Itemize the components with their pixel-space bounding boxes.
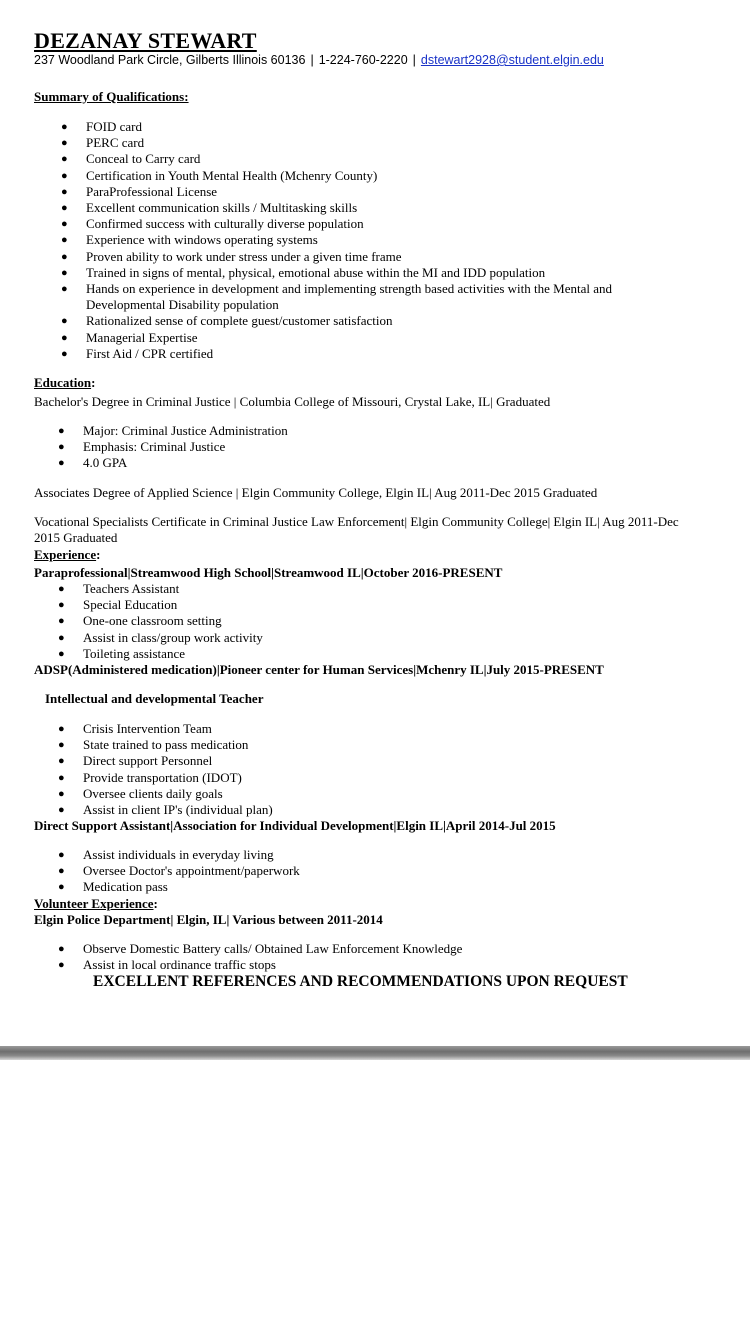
job-duties-list [58, 581, 263, 662]
contact-phone: 1-224-760-2220 [318, 53, 408, 67]
list-item-text: Assist in local ordinance traffic stops [83, 957, 276, 973]
experience-heading: Experience: [34, 547, 101, 562]
education-associates: Associates Degree of Applied Science | Elgin Community College, Elgin IL| Aug 2011-Dec 2015 Graduated [34, 485, 598, 500]
summary-list [61, 119, 646, 362]
list-item-text: Medication pass [83, 879, 168, 895]
list-item [61, 248, 646, 265]
summary-heading: Summary of Qualifications: [34, 89, 189, 104]
bullet-icon: ● [58, 631, 65, 644]
bullet-icon: ● [61, 137, 68, 150]
list-item-text: Toileting assistance [83, 645, 185, 661]
list-item-text: Excellent communication skills / Multitasking skills [86, 200, 358, 216]
references-note: EXCELLENT REFERENCES AND RECOMMENDATIONS UPON REQUEST [93, 973, 628, 990]
list-item [61, 200, 646, 216]
list-item [58, 879, 300, 895]
list-item [58, 721, 273, 737]
list-item [61, 264, 646, 281]
list-item-text: State trained to pass medication [83, 737, 249, 753]
list-item-text: 4.0 GPA [83, 455, 128, 471]
job-subtitle: Intellectual and developmental Teacher [45, 691, 264, 706]
list-item [61, 281, 646, 313]
list-item [61, 232, 646, 248]
list-item-text: Assist in class/group work activity [83, 629, 263, 645]
list-item [58, 753, 273, 769]
list-item [61, 216, 646, 232]
list-item [61, 119, 646, 135]
bullet-icon: ● [61, 315, 68, 328]
list-item-text: Observe Domestic Battery calls/ Obtained Law Enforcement Knowledge [83, 941, 463, 956]
bullet-icon: ● [61, 347, 68, 360]
volunteer-org: Elgin Police Department| Elgin, IL| Various between 2011-2014 [34, 912, 383, 927]
bullet-icon: ● [58, 615, 65, 628]
bullet-icon: ● [58, 755, 65, 768]
bullet-icon: ● [61, 266, 68, 279]
bullet-icon: ● [58, 787, 65, 800]
list-item [61, 183, 646, 200]
bullet-icon: ● [58, 583, 65, 595]
list-item-text: Major: Criminal Justice Administration [83, 423, 288, 438]
job-title: Direct Support Assistant|Association for Individual Development|Elgin IL|April 2014-Jul 2015 [34, 818, 556, 833]
list-item [58, 785, 273, 802]
resume-name: DEZANAY STEWART [34, 28, 257, 53]
list-item [61, 345, 646, 362]
list-item [58, 957, 462, 973]
bullet-icon: ● [58, 771, 65, 784]
list-item-text: FOID card [86, 119, 142, 134]
list-item [58, 847, 300, 863]
list-item [61, 329, 646, 346]
contact-address: 237 Woodland Park Circle, Gilberts Illinois 60136 [34, 53, 306, 67]
list-item-text: Teachers Assistant [83, 581, 180, 596]
bullet-icon: ● [61, 153, 68, 166]
bullet-icon: ● [58, 425, 65, 437]
bullet-icon: ● [58, 647, 65, 660]
list-item [58, 613, 263, 629]
list-item-text: PERC card [86, 135, 145, 151]
volunteer-heading: Volunteer Experience: [34, 896, 158, 911]
list-item [58, 802, 273, 818]
list-item [58, 863, 300, 879]
bullet-icon: ● [61, 169, 68, 182]
list-item [58, 423, 288, 439]
list-item-text: Oversee Doctor's appointment/paperwork [83, 863, 300, 879]
list-item [58, 737, 273, 753]
list-item [58, 455, 288, 471]
bullet-icon: ● [58, 457, 65, 470]
list-item-text: Certification in Youth Mental Health (Mchenry County) [86, 167, 378, 183]
list-item [58, 941, 463, 957]
contact-separator: | [310, 53, 314, 67]
bullet-icon: ● [61, 331, 68, 344]
list-item-text: Rationalized sense of complete guest/customer satisfaction [86, 313, 393, 329]
list-item-text: Direct support Personnel [83, 753, 213, 769]
list-item [61, 151, 646, 167]
volunteer-duties-list [58, 941, 463, 973]
list-item-text: Emphasis: Criminal Justice [83, 439, 226, 455]
list-item-text: Proven ability to work under stress under a given time frame [86, 248, 402, 264]
list-item-text: First Aid / CPR certified [86, 345, 214, 361]
education-vocational-cont: 2015 Graduated [34, 530, 118, 545]
job-duties-list [58, 847, 300, 896]
bullet-icon: ● [58, 865, 65, 878]
list-item-text: Special Education [83, 597, 178, 613]
list-item [58, 645, 263, 662]
list-item-text: One-one classroom setting [83, 613, 222, 629]
bullet-icon: ● [61, 283, 68, 296]
bullet-icon: ● [61, 218, 68, 231]
bullet-icon: ● [58, 441, 65, 454]
bullet-icon: ● [58, 599, 65, 612]
bullet-icon: ● [58, 804, 65, 817]
list-item-text: Assist in client IP's (individual plan) [83, 802, 273, 818]
list-item [61, 313, 646, 329]
bullet-icon: ● [58, 943, 65, 955]
list-item [58, 769, 273, 786]
list-item-text: Trained in signs of mental, physical, emotional abuse within the MI and IDD population [86, 264, 546, 280]
bullet-icon: ● [58, 959, 65, 972]
list-item [58, 597, 263, 613]
bullet-icon: ● [58, 723, 65, 735]
list-item [58, 581, 263, 597]
list-item [61, 135, 646, 151]
job-title: Paraprofessional|Streamwood High School|Streamwood IL|October 2016-PRESENT [34, 565, 503, 580]
list-item-text: Conceal to Carry card [86, 151, 201, 167]
list-item-text: Oversee clients daily goals [83, 785, 223, 801]
bullet-icon: ● [58, 881, 65, 894]
bullet-icon: ● [61, 234, 68, 247]
list-item-text: Crisis Intervention Team [83, 721, 212, 736]
list-item-text: Hands on experience in development and implementing strength based activities with the Mental and Developmental Disability population [86, 281, 612, 313]
contact-email-link[interactable]: dstewart2928@student.elgin.edu [420, 53, 604, 67]
page-bottom-divider [0, 1046, 750, 1060]
list-item [58, 439, 288, 455]
list-item [58, 629, 263, 646]
bullet-icon: ● [61, 250, 68, 263]
bullet-icon: ● [58, 849, 65, 861]
bullet-icon: ● [58, 739, 65, 752]
job-title: ADSP(Administered medication)|Pioneer center for Human Services|Mchenry IL|July 2015-PRESENT [34, 662, 604, 677]
list-item-text: Assist individuals in everyday living [83, 847, 274, 862]
list-item-text: Experience with windows operating systems [86, 232, 318, 248]
bullet-icon: ● [61, 185, 68, 198]
list-item [61, 167, 646, 184]
contact-line [34, 53, 604, 67]
list-item-text: Provide transportation (IDOT) [83, 769, 242, 785]
bullet-icon: ● [61, 121, 68, 133]
bachelor-details-list [58, 423, 288, 472]
list-item-text: ParaProfessional License [86, 183, 218, 199]
bullet-icon: ● [61, 202, 68, 215]
education-vocational: Vocational Specialists Certificate in Criminal Justice Law Enforcement| Elgin Community College| Elgin IL| Aug 2011-Dec [34, 514, 679, 529]
list-item-text: Confirmed success with culturally diverse population [86, 216, 364, 232]
contact-separator: | [412, 53, 416, 67]
list-item-text: Managerial Expertise [86, 329, 198, 345]
education-bachelor: Bachelor's Degree in Criminal Justice | Columbia College of Missouri, Crystal Lake, IL| Graduated [34, 394, 551, 409]
job-duties-list [58, 721, 273, 818]
education-heading: Education: [34, 375, 96, 390]
